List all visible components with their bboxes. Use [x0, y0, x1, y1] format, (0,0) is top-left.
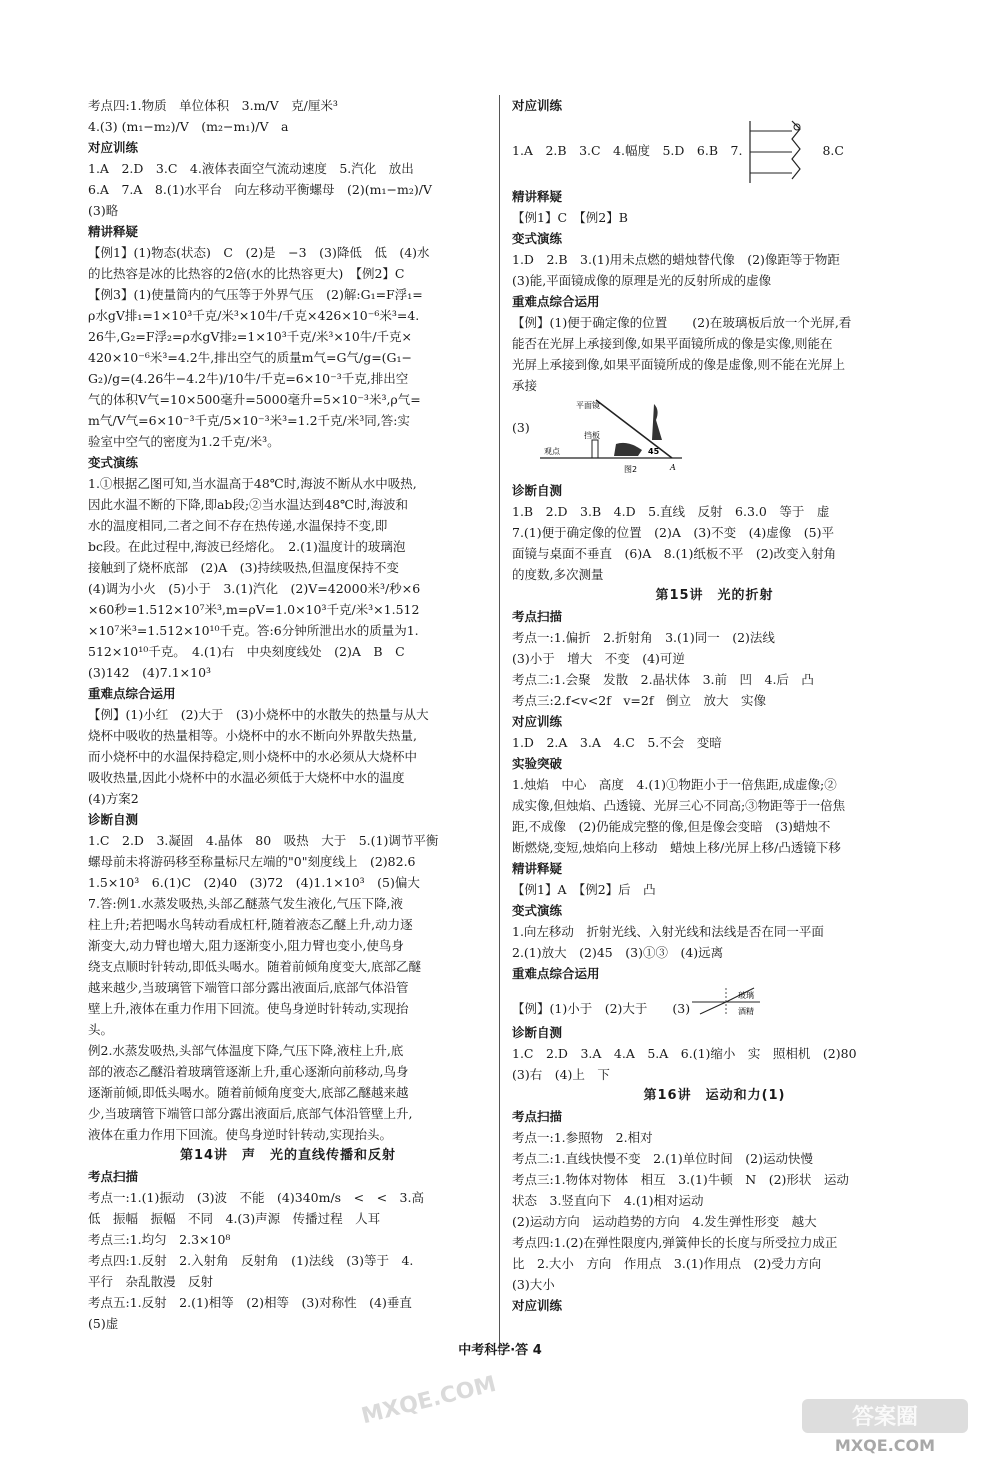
answer-line [88, 1208, 488, 1229]
line-text: 1.A 2.D 3.C 4.液体表面空气流动速度 5.汽化 放出 [88, 161, 414, 176]
answer-line [512, 879, 917, 900]
line-text: 对应训练 [512, 98, 563, 113]
section-heading [512, 753, 917, 774]
answer-line [512, 375, 917, 396]
line-text: 1.B 2.D 3.B 4.D 5.直线 反射 6.3.0 等于 虚 [512, 504, 830, 519]
line-text: 平行 杂乱散漫 反射 [88, 1274, 214, 1289]
answer-line [512, 1253, 917, 1274]
answer-line [512, 1043, 917, 1064]
answer-line [88, 578, 488, 599]
answer-line [512, 921, 917, 942]
answer-line [88, 641, 488, 662]
wave-diagram [742, 117, 812, 187]
lecture-title [512, 1085, 917, 1106]
section-heading [512, 1295, 917, 1316]
section-heading [512, 606, 917, 627]
answer-line [88, 851, 488, 872]
line-text: 精讲释疑 [512, 189, 563, 204]
answer-line [512, 627, 917, 648]
section-heading [512, 1106, 917, 1127]
answer-line [512, 354, 917, 375]
section-heading [512, 186, 917, 207]
line-text: 光屏上承接到像,如果平面镜所成的像是虚像,则不能在光屏上 [512, 357, 845, 372]
answer-line [88, 935, 488, 956]
answer-line [88, 956, 488, 977]
line-text: 诊断自测 [512, 483, 563, 498]
right-column [512, 95, 917, 1316]
line-text: 比 2.大小 方向 作用点 3.(1)作用点 (2)受力方向 [512, 1256, 822, 1271]
line-text: ×60秒=1.512×10⁷米³,m=ρV=1.0×10³千克/米³×1.512 [88, 602, 420, 617]
section-heading [88, 683, 488, 704]
lecture-title [88, 1145, 488, 1166]
answer-line [512, 522, 917, 543]
answer-line [88, 347, 488, 368]
section-heading [88, 1166, 488, 1187]
line-text: 变式演练 [512, 903, 563, 918]
answer-line [512, 690, 917, 711]
line-text: 承接 [512, 378, 538, 393]
answer-line [88, 494, 488, 515]
line-text: 部的液态乙醚沿着玻璃管逐渐上升,重心逐渐向前移动,鸟身 [88, 1064, 409, 1079]
section-heading [512, 963, 917, 984]
line-text: 重难点综合运用 [512, 294, 600, 309]
section-heading [512, 480, 917, 501]
answer-line [88, 431, 488, 452]
answer-line [88, 977, 488, 998]
angle-label: 45 [647, 447, 659, 456]
answer-line [88, 1124, 488, 1145]
answer-line [88, 872, 488, 893]
answer-line [88, 788, 488, 809]
answer-line [88, 368, 488, 389]
line-text: 考点扫描 [512, 1109, 563, 1124]
answer-line [88, 830, 488, 851]
answer-line [88, 704, 488, 725]
answer-line [88, 998, 488, 1019]
answer-line [512, 501, 917, 522]
line-text: 状态 3.竖直向下 4.(1)相对运动 [512, 1193, 704, 1208]
answer-line [88, 914, 488, 935]
answer-line [88, 263, 488, 284]
answer-line [512, 942, 917, 963]
watermark-logo-text: 答案圈 [851, 1405, 919, 1430]
line-text: 420×10⁻⁶米³=4.2牛,排出空气的质量m气=G气/g=(G₁− [88, 350, 413, 365]
line-text: 烧杯中吸收的热量相等。小烧杯中的水不断向外界散失热量, [88, 728, 417, 743]
line-text: 少,当玻璃管下端管口部分露出液面后,底部气体沿管壁上升, [88, 1106, 413, 1121]
answer-line [512, 1064, 917, 1085]
answer-line [88, 389, 488, 410]
refraction-diagram [690, 984, 780, 1020]
line-text: (3) [512, 420, 530, 435]
answer-line [88, 725, 488, 746]
answer-line [88, 410, 488, 431]
line-text: (3)略 [88, 203, 119, 218]
section-heading [88, 137, 488, 158]
line-text: 因此水温不断的下降,即ab段;②当水温达到48℃时,海波和 [88, 497, 409, 512]
answer-line [88, 1229, 488, 1250]
line-text: 1.D 2.A 3.A 4.C 5.不会 变暗 [512, 735, 722, 750]
answer-line [88, 1250, 488, 1271]
answer-line [88, 893, 488, 914]
watermark-site: MXQE.COM [834, 1436, 936, 1455]
line-text: 的比热容是冰的比热容的2倍(水的比热容更大) 【例2】C [88, 266, 405, 281]
line-text: (4)调为小火 (5)小于 3.(1)汽化 (2)V=42000米³/秒×6 [88, 581, 421, 596]
eye-label: 观点 [543, 447, 560, 456]
line-text: 考点一:1.(1)振动 (3)波 不能 (4)340m/s < < 3.高 [88, 1190, 424, 1205]
answer-line [88, 536, 488, 557]
line-text: 验室中空气的密度为1.2千克/米³。 [88, 434, 280, 449]
mirror-figure [536, 396, 686, 480]
answer-line [512, 1190, 917, 1211]
line-text: 液体在重力作用下回流。使鸟身逆时针转动,实现抬头。 [88, 1127, 392, 1142]
line-text: 【例】(1)小于 (2)大于 (3) [512, 1001, 691, 1016]
line-text: (2)运动方向 运动趋势的方向 4.发生弹性形变 越大 [512, 1214, 817, 1229]
line-text: 绕支点顺时针转动,即低头喝水。随着前倾角度变大,底部乙醚 [88, 959, 421, 974]
figure-caption: 图2 [623, 465, 637, 474]
line-text: (3)142 (4)7.1×10³ [88, 665, 212, 680]
answer-line [88, 116, 488, 137]
answer-line [512, 116, 917, 186]
line-text: ×10⁷米³=1.512×10¹⁰千克。答:6分钟所泄出水的质量为1. [88, 623, 419, 638]
line-text: 考点四:1.物质 单位体积 3.m/V 克/厘米³ [88, 98, 338, 113]
answer-line [88, 557, 488, 578]
section-heading [512, 900, 917, 921]
watermark-text: MXQE.COM [359, 1371, 499, 1430]
answer-line [88, 767, 488, 788]
line-text: 考点五:1.反射 2.(1)相等 (2)相等 (3)对称性 (4)垂直 [88, 1295, 412, 1310]
answer-line [88, 1061, 488, 1082]
line-text: 头。 [88, 1022, 114, 1037]
answer-line [512, 816, 917, 837]
line-text: 对应训练 [512, 714, 563, 729]
line-text: 越来越少,当玻璃管下端管口部分露出液面后,底部气体沿管 [88, 980, 409, 995]
section-heading [512, 858, 917, 879]
answer-line [88, 620, 488, 641]
line-text: 7.答:例1.水蒸发吸热,头部乙醚蒸气发生液化,气压下降,液 [88, 896, 403, 911]
line-text: 距,不成像 (2)仍能成完整的像,但是像会变暗 (3)蜡烛不 [512, 819, 831, 834]
answer-line [88, 1187, 488, 1208]
answer-line [512, 1232, 917, 1253]
line-text: G₂)/g=(4.26牛−4.2牛)/10牛/千克=6×10⁻³千克,排出空 [88, 371, 409, 386]
line-text: 考点一:1.参照物 2.相对 [512, 1130, 653, 1145]
answer-line [512, 837, 917, 858]
line-text: 【例1】A 【例2】后 凸 [512, 882, 656, 897]
line-text: 精讲释疑 [88, 224, 139, 239]
answer-line [512, 648, 917, 669]
watermark-logo [800, 1395, 970, 1455]
refraction-figure [690, 984, 780, 1022]
line-text: 变式演练 [88, 455, 139, 470]
line-text: 1.5×10³ 6.(1)C (2)40 (3)72 (4)1.1×10³ (5)偏大 [88, 875, 420, 890]
answer-line [88, 1103, 488, 1124]
answer-line [512, 669, 917, 690]
board-label: 挡板 [583, 431, 600, 440]
line-text: 精讲释疑 [512, 861, 563, 876]
line-text: 诊断自测 [512, 1025, 563, 1040]
line-text: 26牛,G₂=F浮₂=ρ水gV排₂=1×10³千克/米³×10牛/千克× [88, 329, 412, 344]
answer-line [88, 1040, 488, 1061]
answer-line [88, 284, 488, 305]
line-text: 重难点综合运用 [512, 966, 600, 981]
line-text: 【例】(1)小红 (2)大于 (3)小烧杯中的水散失的热量与从大 [88, 707, 429, 722]
line-text: 变式演练 [512, 231, 563, 246]
line-text: 的度数,多次测量 [512, 567, 604, 582]
line-tail: 8.C [822, 143, 844, 158]
line-text: 实验突破 [512, 756, 563, 771]
answer-line [88, 158, 488, 179]
answer-line [512, 1169, 917, 1190]
line-text: 考点三:1.均匀 2.3×10⁸ [88, 1232, 231, 1247]
line-text: 1.C 2.D 3.凝固 4.晶体 80 吸热 大于 5.(1)调节平衡 [88, 833, 439, 848]
section-heading [512, 95, 917, 116]
line-text: 1.D 2.B 3.(1)用未点燃的蜡烛替代像 (2)像距等于物距 [512, 252, 840, 267]
line-text: 1.A 2.B 3.C 4.幅度 5.D 6.B 7. [512, 143, 743, 158]
page-footer: 中考科学·答 4 [458, 1343, 542, 1358]
section-heading [512, 711, 917, 732]
answer-line [88, 599, 488, 620]
line-text: 考点二:1.会聚 发散 2.晶状体 3.前 凹 4.后 凸 [512, 672, 814, 687]
line-text: 【例1】(1)物态(状态) C (2)是 −3 (3)降低 低 (4)水 [88, 245, 430, 260]
answer-line [512, 732, 917, 753]
line-text: 能否在光屏上承接到像,如果平面镜所成的像是实像,则能在 [512, 336, 833, 351]
answer-line [88, 515, 488, 536]
answer-line [88, 662, 488, 683]
line-text: 512×10¹⁰千克。 4.(1)右 中央刻度线处 (2)A B C [88, 644, 405, 659]
line-text: 第14讲 声 光的直线传播和反射 [179, 1148, 397, 1163]
answer-line [88, 179, 488, 200]
line-text: 7.(1)便于确定像的位置 (2)A (3)不变 (4)虚像 (5)平 [512, 525, 834, 540]
line-text: 水的温度相同,二者之间不存在热传递,水温保持不变,即 [88, 518, 388, 533]
line-text: 面镜与桌面不垂直 (6)A 8.(1)纸板不平 (2)改变入射角 [512, 546, 837, 561]
answer-line [512, 1211, 917, 1232]
answer-line [88, 1271, 488, 1292]
line-text: (5)虚 [88, 1316, 119, 1331]
answer-line [512, 774, 917, 795]
line-text: 吸收热量,因此小烧杯中的水温必须低于大烧杯中水的温度 [88, 770, 405, 785]
answer-line [512, 1148, 917, 1169]
answer-line [88, 242, 488, 263]
line-text: 气的体积V气=10×500毫升=5000毫升=5×10⁻³米³,ρ气= [88, 392, 421, 407]
line-text: 断燃烧,变短,烛焰向上移动 蜡烛上移/光屏上移/凸透镜下移 [512, 840, 841, 855]
line-text: 【例3】(1)使量筒内的气压等于外界气压 (2)解:G₁=F浮₁= [88, 287, 423, 302]
line-text: 渐变大,动力臂也增大,阻力逐渐变小,阻力臂也变小,使鸟身 [88, 938, 404, 953]
section-heading [88, 221, 488, 242]
line-text: 重难点综合运用 [88, 686, 176, 701]
line-text: 1.烛焰 中心 高度 4.(1)①物距小于一倍焦距,成虚像;② [512, 777, 837, 792]
line-text: 成实像,但烛焰、凸透镜、光屏三心不同高;③物距等于一倍焦 [512, 798, 846, 813]
answer-line [88, 1292, 488, 1313]
answer-line [88, 95, 488, 116]
line-text: 1.C 2.D 3.A 4.A 5.A 6.(1)缩小 实 照相机 (2)80 [512, 1046, 857, 1061]
line-text: 1.①根据乙图可知,当水温高于48℃时,海波不断从水中吸热, [88, 476, 417, 491]
section-heading [512, 228, 917, 249]
line-text: 对应训练 [88, 140, 139, 155]
point-label: A [669, 463, 676, 472]
alcohol-label: 酒精 [738, 1007, 755, 1016]
answer-line [512, 564, 917, 585]
section-heading [88, 809, 488, 830]
line-text: 1.向左移动 折射光线、入射光线和法线是否在同一平面 [512, 924, 824, 939]
line-text: 【例】(1)便于确定像的位置 (2)在玻璃板后放一个光屏,看 [512, 315, 852, 330]
line-text: (3)右 (4)上 下 [512, 1067, 610, 1082]
answer-line [512, 249, 917, 270]
glass-label: 玻璃 [738, 991, 755, 1000]
plane-mirror-diagram [536, 396, 686, 474]
answer-line [512, 333, 917, 354]
answer-line [88, 1019, 488, 1040]
line-text: (3)小于 增大 不变 (4)可逆 [512, 651, 685, 666]
line-text: 螺母前未将游码移至称量标尺左端的"0"刻度线上 (2)82.6 [88, 854, 416, 869]
line-text: 【例1】C 【例2】B [512, 210, 628, 225]
line-text: 而小烧杯中的水温保持稳定,则小烧杯中的水必须从大烧杯中 [88, 749, 417, 764]
section-heading [88, 452, 488, 473]
answer-line [88, 200, 488, 221]
line-text: 考点三:1.物体对物体 相互 3.(1)牛顿 N (2)形状 运动 [512, 1172, 849, 1187]
line-text: 柱上升;若把喝水鸟转动看成杠杆,随着液态乙醚上升,动力逐 [88, 917, 413, 932]
mirror-label: 平面镜 [575, 401, 600, 410]
answer-line [512, 396, 917, 480]
line-text: 第15讲 光的折射 [655, 588, 774, 603]
line-text: 接触到了烧杯底部 (2)A (3)持续吸热,但温度保持不变 [88, 560, 399, 575]
line-text: 考点四:1.(2)在弹性限度内,弹簧伸长的长度与所受拉力成正 [512, 1235, 838, 1250]
line-text: m气/V气=6×10⁻³千克/5×10⁻³米³=1.2千克/米³同,答:实 [88, 413, 410, 428]
line-text: 对应训练 [512, 1298, 563, 1313]
line-text: 考点四:1.反射 2.入射角 反射角 (1)法线 (3)等于 4. [88, 1253, 414, 1268]
line-text: (3)大小 [512, 1277, 555, 1292]
line-text: 低 振幅 振幅 不同 4.(3)声源 传播过程 人耳 [88, 1211, 381, 1226]
answer-line [512, 270, 917, 291]
lecture-title [512, 585, 917, 606]
answer-line [88, 326, 488, 347]
answer-line [512, 984, 917, 1022]
line-text: 壁上升,液体在重力作用下回流。使鸟身逆时针转动,实现抬 [88, 1001, 409, 1016]
answer-line [88, 746, 488, 767]
line-text: (4)方案2 [88, 791, 139, 806]
line-text: 2.(1)放大 (2)45 (3)①③ (4)远离 [512, 945, 724, 960]
line-text: 诊断自测 [88, 812, 139, 827]
answer-line [512, 1274, 917, 1295]
line-text: bc段。在此过程中,海波已经熔化。 2.(1)温度计的玻璃泡 [88, 539, 406, 554]
answer-line [512, 543, 917, 564]
line-text: 考点扫描 [88, 1169, 139, 1184]
line-text: 考点扫描 [512, 609, 563, 624]
answer-line [512, 207, 917, 228]
answer-line [88, 1082, 488, 1103]
line-text: 逐渐前倾,即低头喝水。随着前倾角度变大,底部乙醚越来越 [88, 1085, 409, 1100]
line-text: 例2.水蒸发吸热,头部气体温度下降,气压下降,液柱上升,底 [88, 1043, 404, 1058]
line-text: ρ水gV排₁=1×10³千克/米³×10牛/千克×426×10⁻⁶米³=4. [88, 308, 420, 323]
left-column [88, 95, 488, 1334]
line-text: 第16讲 运动和力(1) [643, 1088, 786, 1103]
answer-line [512, 1127, 917, 1148]
line-text: 考点二:1.直线快慢不变 2.(1)单位时间 (2)运动快慢 [512, 1151, 813, 1166]
line-text: 4.(3) (m₁−m₂)/V (m₂−m₁)/V a [88, 119, 289, 134]
line-text: (3)能,平面镜成像的原理是光的反射所成的虚像 [512, 273, 772, 288]
section-heading [512, 291, 917, 312]
answer-line [88, 305, 488, 326]
line-text: 6.A 7.A 8.(1)水平台 向左移动平衡螺母 (2)(m₁−m₂)/V [88, 182, 432, 197]
answer-line [88, 1313, 488, 1334]
answer-line [512, 795, 917, 816]
line-text: 考点一:1.偏折 2.折射角 3.(1)同一 (2)法线 [512, 630, 775, 645]
section-heading [512, 1022, 917, 1043]
column-divider [499, 95, 500, 1355]
answer-line [88, 473, 488, 494]
answer-line [512, 312, 917, 333]
line-text: 考点三:2.f<v<2f v=2f 倒立 放大 实像 [512, 693, 766, 708]
